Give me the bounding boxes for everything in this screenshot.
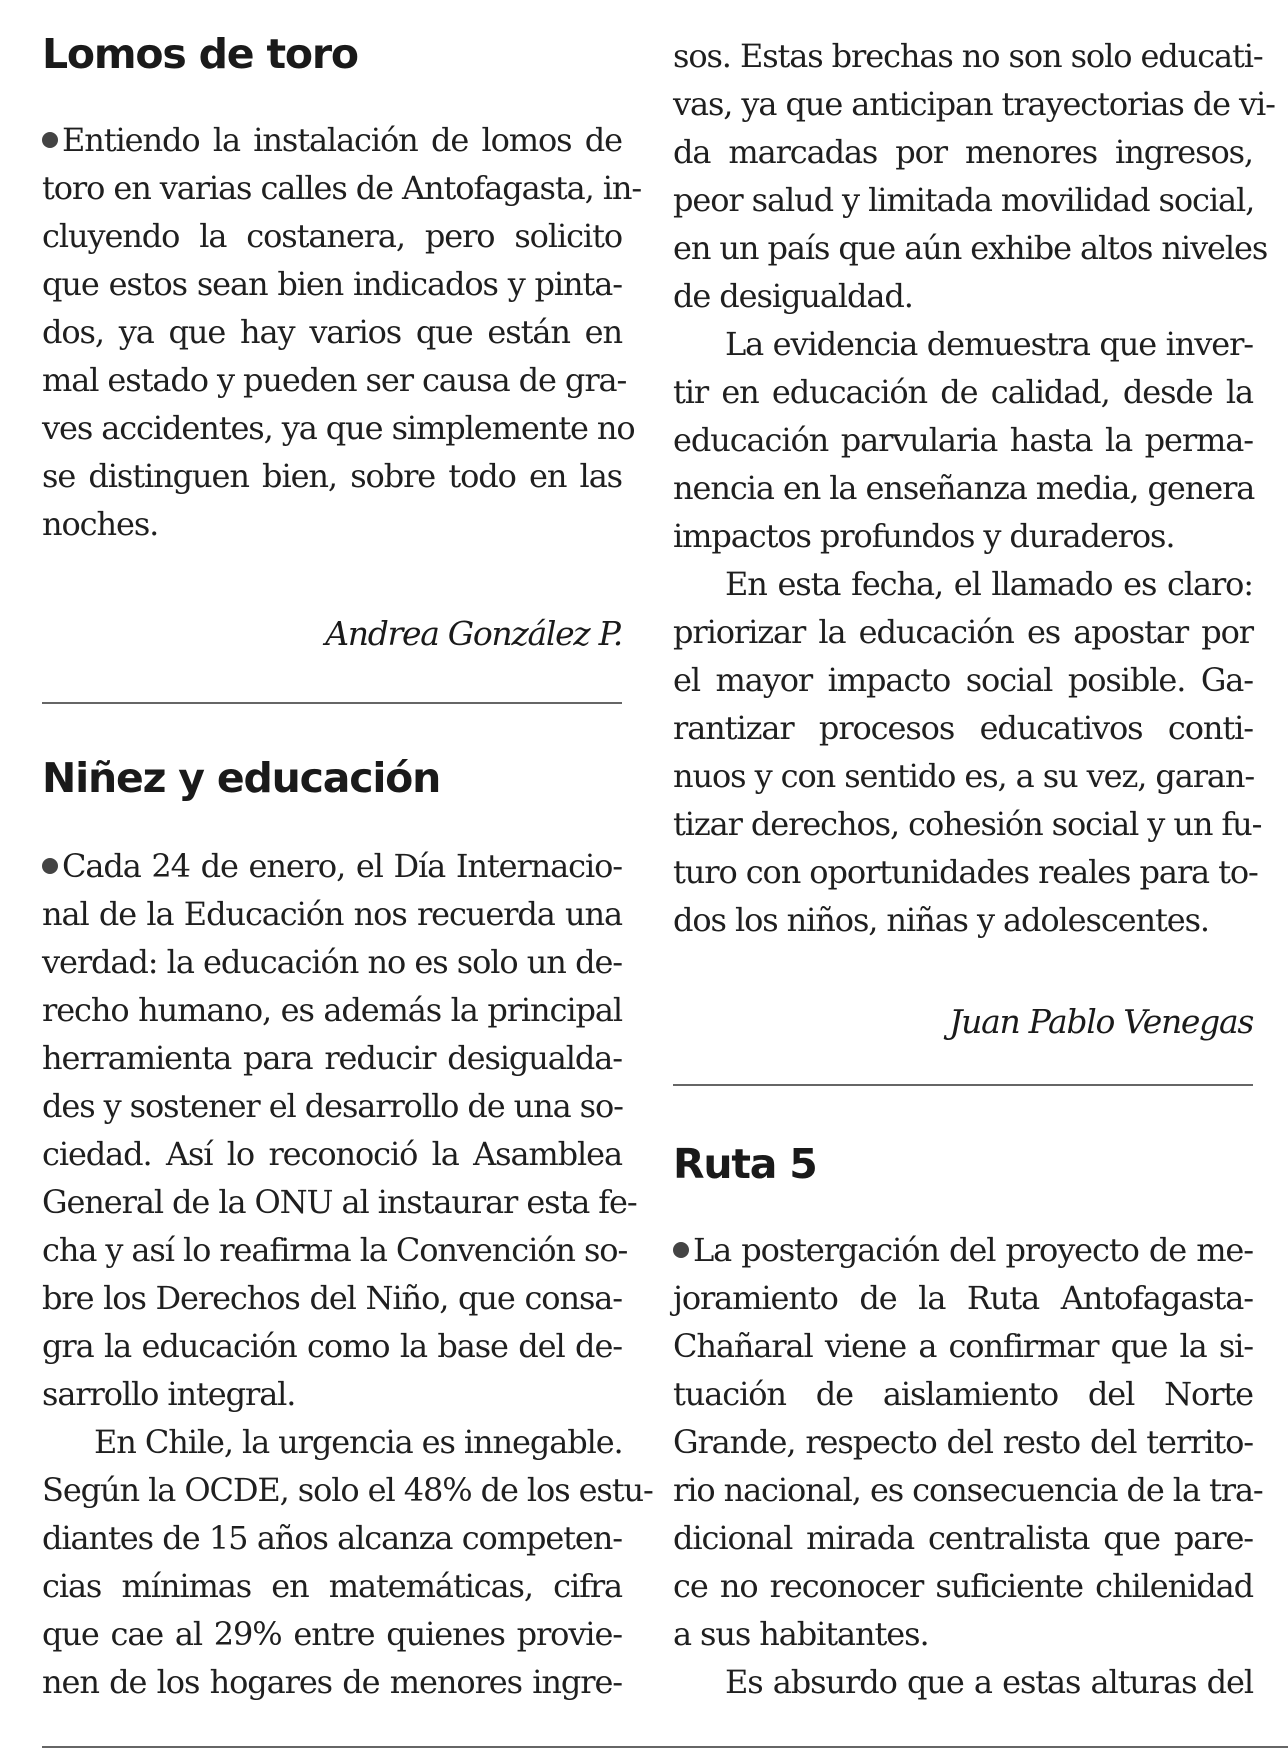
letter-line: En esta fecha, el llamado es claro: (725, 565, 1253, 603)
letter-line: toro en varias calles de Antofagasta, in- (42, 169, 642, 207)
letter-line: da marcadas por menores ingresos, (673, 133, 1253, 171)
letter-line: priorizar la educación es apostar por (673, 613, 1253, 651)
letter-line: Entiendo la instalación de lomos de (42, 116, 622, 164)
letter-line: nuos y con sentido es, a su vez, garan- (673, 757, 1255, 795)
letter-line: rio nacional, es consecuencia de la tra- (673, 1471, 1263, 1509)
section-divider (673, 1084, 1253, 1086)
letter-line: impactos profundos y duraderos. (673, 517, 1175, 555)
letter-line: noches. (42, 505, 159, 543)
letter-title-lomos-de-toro: Lomos de toro (42, 30, 358, 78)
letter-line: ciedad. Así lo reconoció la Asamblea (42, 1135, 622, 1173)
letter-line: En Chile, la urgencia es innegable. (94, 1423, 623, 1461)
letter-line: peor salud y limitada movilidad social, (673, 181, 1255, 219)
bullet-icon (673, 1242, 689, 1258)
letter-line: General de la ONU al instaurar esta fe- (42, 1183, 637, 1221)
letter-signature: Juan Pablo Venegas (949, 1002, 1253, 1041)
letter-line: nal de la Educación nos recuerda una (42, 895, 622, 933)
letter-line: cias mínimas en matemáticas, cifra (42, 1567, 622, 1605)
letter-line: cluyendo la costanera, pero solicito (42, 217, 622, 255)
letter-line: diantes de 15 años alcanza competen- (42, 1519, 622, 1557)
letter-line: verdad: la educación no es solo un de- (42, 943, 622, 981)
letter-line: gra la educación como la base del de- (42, 1327, 622, 1365)
letter-line: que cae al 29% entre quienes provie- (42, 1615, 622, 1653)
letter-line: ves accidentes, ya que simplemente no (42, 409, 635, 447)
letter-line: des y sostener el desarrollo de una so- (42, 1087, 623, 1125)
letter-line: Es absurdo que a estas alturas del (725, 1663, 1253, 1701)
letter-title-ninez-y-educacion: Niñez y educación (42, 754, 441, 802)
section-divider (42, 702, 622, 704)
letter-line: tizar derechos, cohesión social y un fu- (673, 805, 1262, 843)
letter-line: sarrollo integral. (42, 1375, 296, 1413)
letter-line: herramienta para reducir desigualda- (42, 1039, 622, 1077)
letter-line: se distinguen bien, sobre todo en las (42, 457, 622, 495)
letter-line: tuación de aislamiento del Norte (673, 1375, 1253, 1413)
bullet-icon (42, 858, 58, 874)
letter-line: vas, ya que anticipan trayectorias de vi- (673, 85, 1275, 123)
letter-line: Cada 24 de enero, el Día Internacio- (42, 842, 622, 890)
letter-line: Según la OCDE, solo el 48% de los estu- (42, 1471, 653, 1509)
letter-line: La evidencia demuestra que inver- (725, 325, 1253, 363)
bullet-icon (42, 132, 58, 148)
letter-line: cha y así lo reafirma la Convención so- (42, 1231, 628, 1269)
letter-line: bre los Derechos del Niño, que consa- (42, 1279, 622, 1317)
letter-line: turo con oportunidades reales para to- (673, 853, 1258, 891)
letter-line: tir en educación de calidad, desde la (673, 373, 1253, 411)
letter-line: dos, ya que hay varios que están en (42, 313, 622, 351)
letter-line: mal estado y pueden ser causa de gra- (42, 361, 627, 399)
letter-title-ruta-5: Ruta 5 (673, 1140, 817, 1188)
letter-line: joramiento de la Ruta Antofagasta- (673, 1279, 1253, 1317)
letter-line: de desigualdad. (673, 277, 913, 315)
page-bottom-divider (42, 1746, 1288, 1748)
letter-line: dicional mirada centralista que pare- (673, 1519, 1253, 1557)
letter-line: recho humano, es además la principal (42, 991, 622, 1029)
letter-line: en un país que aún exhibe altos niveles (673, 229, 1268, 267)
letter-line: a sus habitantes. (673, 1615, 929, 1653)
letter-signature: Andrea González P. (325, 614, 622, 653)
letter-line: el mayor impacto social posible. Ga- (673, 661, 1253, 699)
letter-line: rantizar procesos educativos conti- (673, 709, 1253, 747)
letter-line: dos los niños, niñas y adolescentes. (673, 901, 1209, 939)
letter-line: Chañaral viene a confirmar que la si- (673, 1327, 1253, 1365)
letter-line: nen de los hogares de menores ingre- (42, 1663, 622, 1701)
letter-line: La postergación del proyecto de me- (673, 1226, 1253, 1274)
letter-line: nencia en la enseñanza media, genera (673, 469, 1255, 507)
letter-line: sos. Estas brechas no son solo educati- (673, 37, 1263, 75)
letter-line: Grande, respecto del resto del territo- (673, 1423, 1253, 1461)
letter-line: ce no reconocer suficiente chilenidad (673, 1567, 1253, 1605)
letter-line: educación parvularia hasta la perma- (673, 421, 1253, 459)
letter-line: que estos sean bien indicados y pinta- (42, 265, 622, 303)
